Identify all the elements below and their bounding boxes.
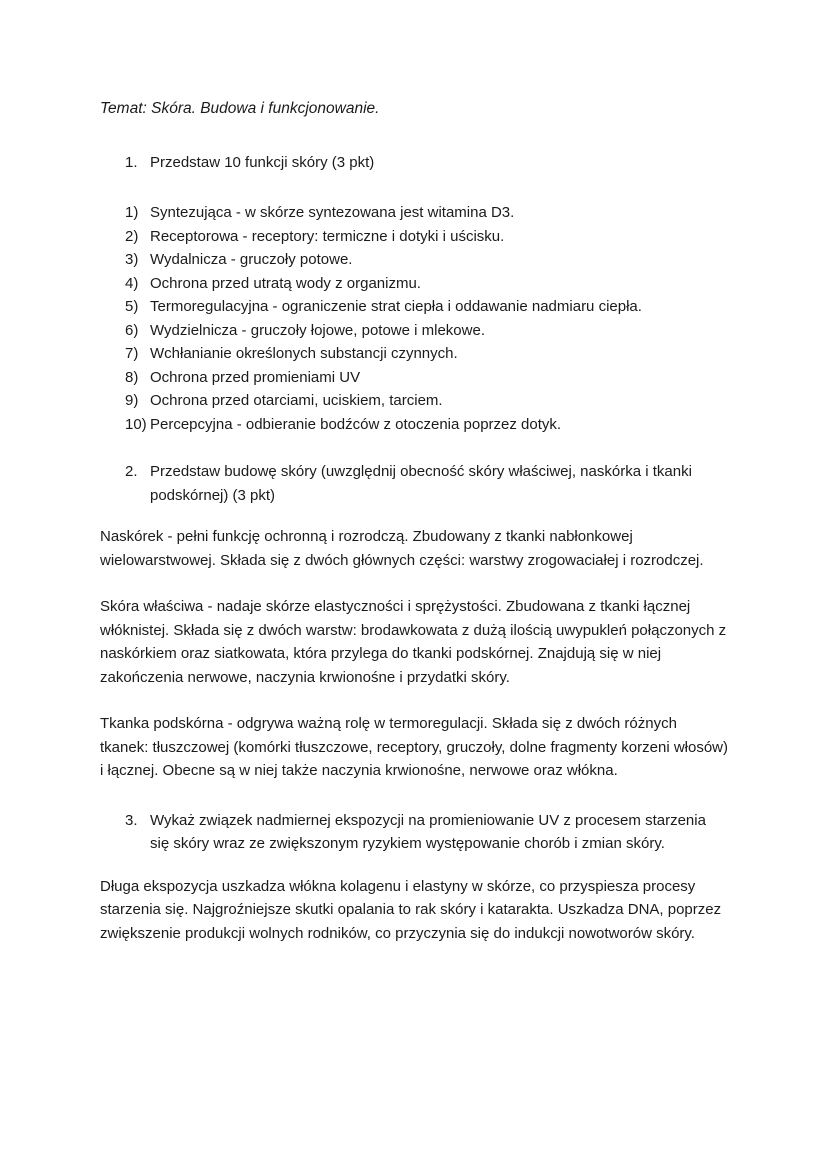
list-item-number: 3) bbox=[125, 251, 139, 268]
list-item-text: Wydzielnicza - gruczoły łojowe, potowe i mlekowe. bbox=[150, 321, 485, 339]
list-item bbox=[100, 389, 728, 413]
question-3-text: Wykaż związek nadmiernej ekspozycji na promieniowanie UV z procesem starzenia się skóry wraz ze zwiększonym ryzykiem występowanie chorób i zmian skóry. bbox=[150, 811, 706, 852]
list-item-text: Termoregulacyjna - ograniczenie strat ciepła i oddawanie nadmiaru ciepła. bbox=[150, 298, 642, 315]
list-item bbox=[100, 248, 728, 272]
document-title: Temat: Skóra. Budowa i funkcjonowanie. bbox=[100, 100, 380, 117]
list-item-number: 7) bbox=[125, 345, 139, 362]
question-2-number: 2. bbox=[125, 463, 138, 480]
list-item-number: 8) bbox=[125, 368, 139, 386]
list-item bbox=[100, 201, 728, 225]
list-item-text: Syntezująca - w skórze syntezowana jest witamina D3. bbox=[150, 204, 515, 221]
paragraph-naskorek: Naskórek - pełni funkcję ochronną i rozrodczą. Zbudowany z tkanki nabłonkowej wielowarstwowej. Składa się z dwóch głównych części: warstwy zrogowaciałej i rozrodczej. bbox=[100, 528, 704, 569]
question-2 bbox=[100, 460, 728, 507]
list-item bbox=[100, 272, 728, 296]
list-item bbox=[100, 225, 728, 249]
list-item-text: Ochrona przed utratą wody z organizmu. bbox=[150, 274, 421, 292]
list-item-text: Ochrona przed otarciami, uciskiem, tarciem. bbox=[150, 392, 443, 409]
list-item-number: 9) bbox=[125, 392, 139, 409]
list-item bbox=[100, 342, 728, 366]
list-item bbox=[100, 319, 728, 343]
list-item-text: Ochrona przed promieniami UV bbox=[150, 368, 361, 386]
list-item-number: 10) bbox=[125, 415, 147, 433]
list-item bbox=[100, 413, 728, 437]
list-item-number: 1) bbox=[125, 204, 139, 221]
question-1-text: Przedstaw 10 funkcji skóry (3 pkt) bbox=[150, 153, 375, 171]
list-item-text: Wydalnicza - gruczoły potowe. bbox=[150, 251, 353, 268]
list-item bbox=[100, 366, 728, 390]
question-3-number: 3. bbox=[125, 811, 138, 829]
paragraph-uv-answer: Długa ekspozycja uszkadza włókna kolagenu i elastyny w skórze, co przyspiesza procesy starzenia się. Najgroźniejsze skutki opalania to rak skóry i katarakta. Uszkadza DNA, poprzez zwiększenie produkcji wolnych rodników, co przyczynia się do indukcji nowotworów skóry. bbox=[100, 877, 722, 942]
list-item-text: Percepcyjna - odbieranie bodźców z otoczenia poprzez dotyk. bbox=[150, 415, 562, 433]
question-1 bbox=[100, 151, 728, 175]
list-item-number: 5) bbox=[125, 298, 139, 315]
question-3 bbox=[100, 809, 728, 856]
list-item-number: 6) bbox=[125, 321, 139, 339]
list-item bbox=[100, 295, 728, 319]
list-item-number: 4) bbox=[125, 274, 139, 292]
question-2-text: Przedstaw budowę skóry (uwzględnij obecność skóry właściwej, naskórka i tkanki podskórnej) (3 pkt) bbox=[150, 463, 692, 504]
list-item-text: Wchłanianie określonych substancji czynnych. bbox=[150, 345, 458, 362]
paragraph-tkanka-podskorna: Tkanka podskórna - odgrywa ważną rolę w termoregulacji. Składa się z dwóch różnych tkanek: tłuszczowej (komórki tłuszczowe, receptory, gruczoły, dolne fragmenty korzeni włosów) i łącznej. Obecne są w niej także naczynia krwionośne, nerwowe oraz włókna. bbox=[100, 715, 729, 779]
paragraph-skora-wlasciwa: Skóra właściwa - nadaje skórze elastyczności i sprężystości. Zbudowana z tkanki łącznej włóknistej. Składa się z dwóch warstw: brodawkowata z dużą ilością uwypukleń połączonych z naskórkiem oraz siatkowata, która przylega do tkanki podskórnej. Znajdują się w niej zakończenia nerwowe, naczynia krwionośne i przydatki skóry. bbox=[100, 598, 727, 686]
skin-functions-list bbox=[100, 201, 728, 436]
question-1-number: 1. bbox=[125, 153, 138, 171]
list-item-text: Receptorowa - receptory: termiczne i dotyki i uścisku. bbox=[150, 227, 505, 245]
list-item-number: 2) bbox=[125, 227, 139, 245]
